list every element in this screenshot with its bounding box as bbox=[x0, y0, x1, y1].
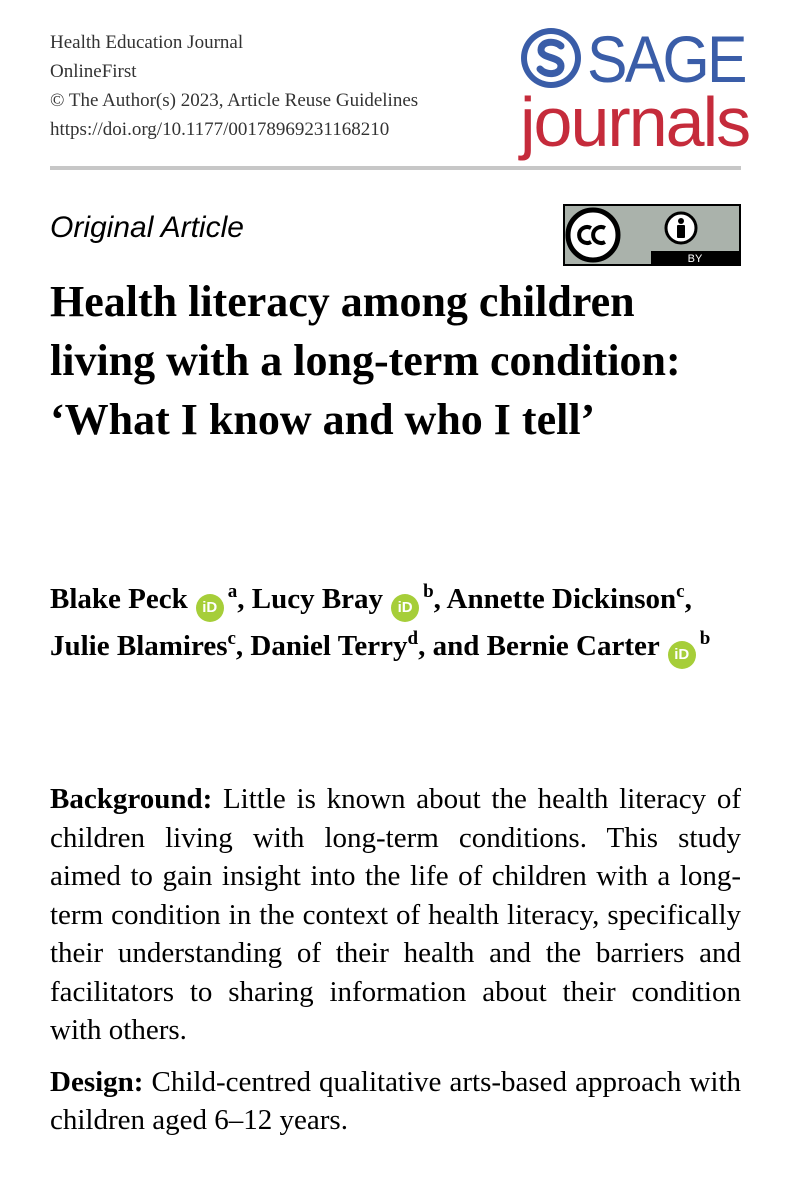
orcid-icon[interactable]: iD bbox=[391, 594, 419, 622]
affiliation-marker: b bbox=[423, 581, 434, 602]
author-separator: , and bbox=[418, 630, 487, 662]
author-name[interactable]: Bernie Carter bbox=[486, 630, 660, 662]
affiliation-marker: c bbox=[676, 581, 685, 602]
author-item bbox=[447, 583, 685, 615]
author-item bbox=[487, 630, 711, 662]
journals-wordmark: journals bbox=[520, 83, 750, 161]
author-separator: , bbox=[235, 630, 251, 662]
affiliation-marker: d bbox=[407, 628, 419, 649]
author-separator: , bbox=[684, 583, 692, 615]
author-name[interactable]: Julie Blamires bbox=[50, 630, 228, 662]
cc-by-text: BY bbox=[687, 253, 703, 265]
design-text: Child-centred qualitative arts-based approach with children aged 6–12 years. bbox=[50, 1065, 741, 1136]
author-item bbox=[50, 630, 236, 662]
author-list bbox=[50, 576, 740, 670]
journal-name: Health Education Journal bbox=[50, 32, 244, 53]
doi-link[interactable]: https://doi.org/10.1177/00178969231168210 bbox=[50, 119, 390, 140]
publication-status: OnlineFirst bbox=[50, 61, 137, 82]
journal-meta bbox=[50, 28, 418, 144]
author-item bbox=[50, 583, 237, 615]
background-label: Background: bbox=[50, 783, 213, 815]
abstract bbox=[50, 780, 741, 1153]
abstract-background bbox=[50, 780, 741, 1050]
sage-s-icon bbox=[519, 26, 583, 90]
sage-journals-logo bbox=[517, 22, 750, 161]
cc-icon bbox=[568, 210, 618, 260]
article-title: Health literacy among children living with a long-term condition: ‘What I know and who I tell’ bbox=[50, 277, 681, 444]
author-item bbox=[252, 583, 434, 615]
sage-wordmark: SAGE bbox=[587, 22, 745, 96]
abstract-design bbox=[50, 1063, 741, 1140]
copyright-line[interactable]: © The Author(s) 2023, Article Reuse Guidelines bbox=[50, 90, 419, 111]
author-name[interactable]: Blake Peck bbox=[50, 583, 188, 615]
background-text: Little is known about the health literacy of children living with long-term conditions. This study aimed to gain insight into the life of children with a long-term condition in the context of health literacy, specifically their understanding of their health and the barriers and facilitators to sharing information about their condition with others. bbox=[50, 783, 741, 1046]
author-name[interactable]: Daniel Terry bbox=[250, 630, 408, 662]
design-label: Design: bbox=[50, 1065, 144, 1098]
article-type: Original Article bbox=[50, 211, 244, 244]
header-divider bbox=[50, 166, 741, 170]
affiliation-marker: b bbox=[699, 628, 711, 649]
orcid-icon[interactable]: iD bbox=[196, 594, 224, 622]
author-separator: , bbox=[433, 583, 447, 615]
author-name[interactable]: Lucy Bray bbox=[251, 583, 384, 615]
author-item bbox=[250, 630, 418, 662]
cc-by-license-badge[interactable] bbox=[563, 204, 741, 266]
author-separator: , bbox=[237, 583, 252, 615]
attribution-icon bbox=[666, 213, 696, 243]
orcid-icon[interactable]: iD bbox=[668, 641, 696, 669]
affiliation-marker: c bbox=[227, 628, 236, 649]
author-name[interactable]: Annette Dickinson bbox=[446, 583, 677, 615]
affiliation-marker: a bbox=[227, 581, 238, 602]
